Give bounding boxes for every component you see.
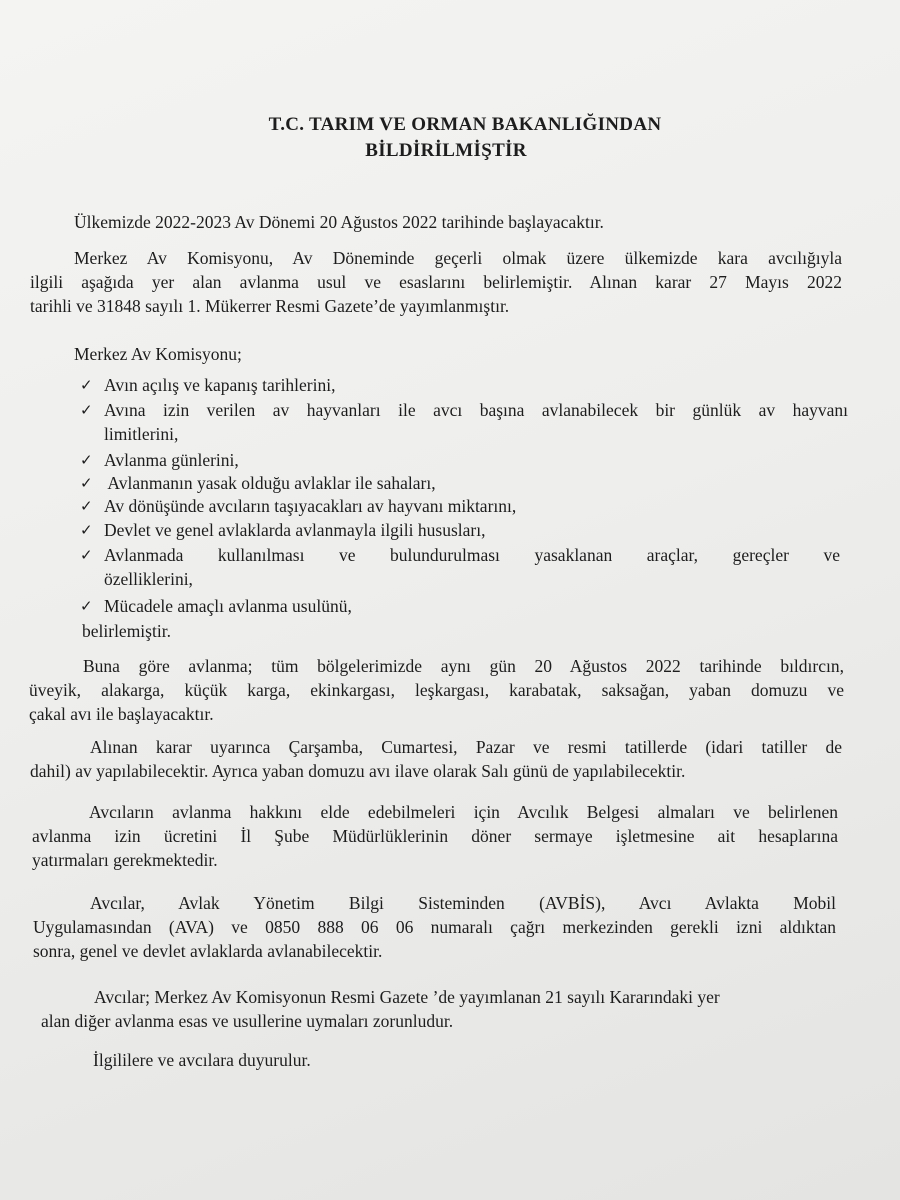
text-line: Avcılar, Avlak Yönetim Bilgi Sisteminden (AVBİS), Avcı Avlakta Mobil — [90, 893, 836, 913]
paragraph-determined — [82, 619, 382, 643]
text-line: çakal avı ile başlayacaktır. — [29, 704, 214, 724]
paragraph-commission-decision — [30, 246, 842, 318]
checklist-item — [80, 518, 804, 542]
text-line: Merkez Av Komisyonu; — [74, 344, 242, 364]
text-line: Avın açılış ve kapanış tarihlerini, — [104, 375, 336, 395]
text-line: ilgili aşağıda yer alan avlanma usul ve esaslarını belirlemiştir. Alınan karar 27 Mayıs 2022 — [30, 272, 842, 292]
text-line: limitlerini, — [104, 424, 179, 444]
text-line: Buna göre avlanma; tüm bölgelerimizde aynı gün 20 Ağustos 2022 tarihinde bıldırcın, — [83, 656, 844, 676]
text-line: Avlanmanın yasak olduğu avlaklar ile sahaları, — [104, 473, 436, 493]
text-line: Ülkemizde 2022-2023 Av Dönemi 20 Ağustos 2022 tarihinde başlayacaktır. — [74, 212, 604, 232]
text-line: Avcıların avlanma hakkını elde edebilmeleri için Avcılık Belgesi almaları ve belirlenen — [89, 802, 838, 822]
check-icon: ✓ — [80, 474, 93, 492]
paragraph-announcement — [93, 1048, 493, 1072]
text-line: Devlet ve genel avlaklarda avlanmayla ilgili hususları, — [104, 520, 486, 540]
text-line: tarihli ve 31848 sayılı 1. Mükerrer Resmi Gazete’de yayımlanmıştır. — [30, 296, 510, 316]
check-icon: ✓ — [80, 597, 93, 615]
heading-line-1: T.C. TARIM VE ORMAN BAKANLIĞINDAN — [268, 114, 662, 135]
text-line: İlgililere ve avcılara duyurulur. — [93, 1050, 311, 1070]
check-icon: ✓ — [80, 497, 93, 515]
check-icon: ✓ — [80, 401, 93, 419]
checklist-item — [80, 398, 848, 446]
text-line: alan diğer avlanma esas ve usullerine uymaları zorunludur. — [41, 1011, 454, 1031]
check-icon: ✓ — [80, 521, 93, 539]
text-line: üveyik, alakarga, küçük karga, ekinkargası, leşkargası, karabatak, saksağan, yaban domuzu ve — [29, 680, 844, 700]
check-icon: ✓ — [80, 376, 93, 394]
text-line: Mücadele amaçlı avlanma usulünü, — [104, 596, 352, 616]
checklist-item — [80, 471, 804, 495]
checklist-item — [80, 448, 804, 472]
text-line: avlanma izin ücretini İl Şube Müdürlüklerinin döner sermaye işletmesine ait hesaplarına — [32, 826, 838, 846]
text-line: yatırmaları gerekmektedir. — [32, 850, 218, 870]
text-line: Av dönüşünde avcıların taşıyacakları av hayvanı miktarını, — [104, 496, 517, 516]
checklist-item — [80, 373, 804, 397]
text-line: Avlanma günlerini, — [104, 450, 239, 470]
checklist-item — [80, 543, 840, 591]
text-line: Uygulamasından (AVA) ve 0850 888 06 06 numaralı çağrı merkezinden gerekli izni aldıktan — [33, 917, 836, 937]
text-line: belirlemiştir. — [82, 621, 171, 641]
text-line: Avına izin verilen av hayvanları ile avcı başına avlanabilecek bir günlük av hayvanı — [104, 400, 848, 420]
text-line: sonra, genel ve devlet avlaklarda avlanabilecektir. — [33, 941, 383, 961]
text-line: dahil) av yapılabilecektir. Ayrıca yaban domuzu avı ilave olarak Salı günü de yapılabilecektir. — [30, 761, 686, 781]
text-line: özelliklerini, — [104, 569, 193, 589]
text-line: Avlanmada kullanılması ve bulundurulması yasaklanan araçlar, gereçler ve — [104, 545, 840, 565]
checklist-item — [80, 594, 804, 618]
paragraph-species — [29, 654, 844, 726]
paragraph-hunting-days — [30, 735, 842, 783]
document-heading — [0, 112, 900, 164]
paragraph-permits — [33, 891, 836, 963]
check-icon: ✓ — [80, 451, 93, 469]
paragraph-commission-intro — [74, 342, 474, 366]
paragraph-season-start — [74, 210, 794, 234]
text-line: Merkez Av Komisyonu, Av Döneminde geçerli olmak üzere ülkemizde kara avcılığıyla — [74, 248, 842, 268]
heading-line-2: BİLDİRİLMİŞTİR — [365, 140, 527, 161]
paragraph-compliance — [36, 985, 836, 1033]
text-line: Avcılar; Merkez Av Komisyonun Resmi Gazete ’de yayımlanan 21 sayılı Kararındaki yer — [94, 987, 720, 1007]
text-line: Alınan karar uyarınca Çarşamba, Cumartesi, Pazar ve resmi tatillerde (idari tatiller de — [90, 737, 842, 757]
check-icon: ✓ — [80, 546, 93, 564]
paragraph-license — [32, 800, 838, 872]
checklist-item — [80, 494, 804, 518]
